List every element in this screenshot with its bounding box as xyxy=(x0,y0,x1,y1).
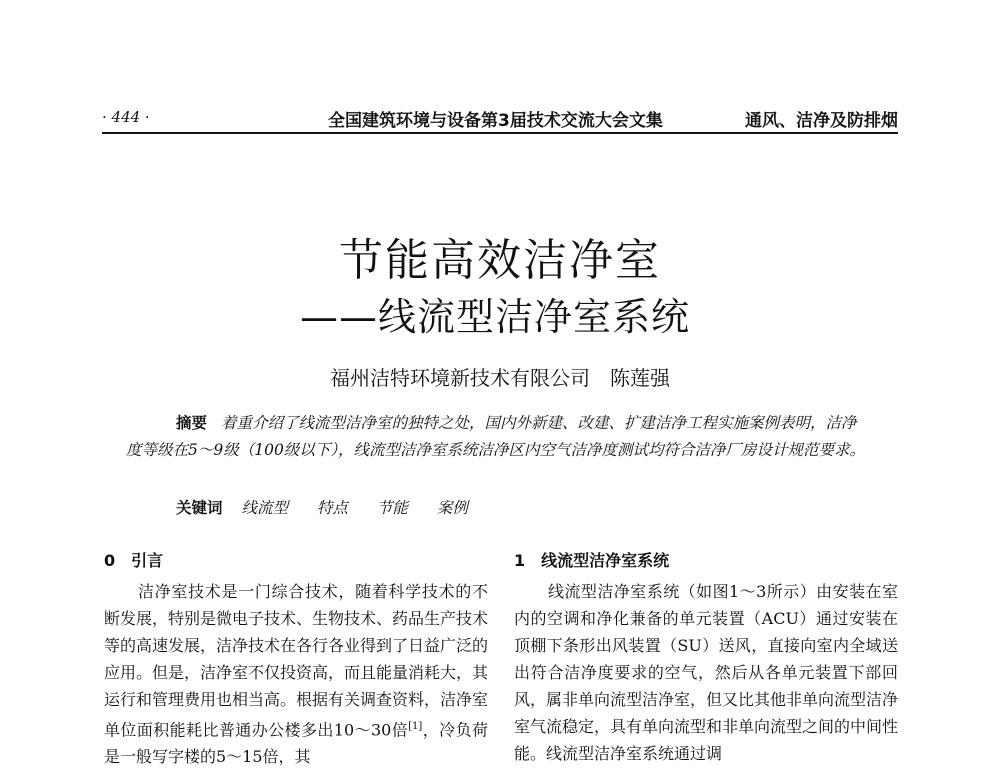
keyword: 节能 xyxy=(376,499,408,517)
author-line: 福州洁特环境新技术有限公司 陈莲强 xyxy=(330,366,670,390)
paper-title: 节能高效洁净室 xyxy=(339,235,661,286)
section-title: 引言 xyxy=(131,551,164,570)
proceedings-title: 全国建筑环境与设备第3届技术交流大会文集 xyxy=(328,111,663,131)
section-body xyxy=(104,578,488,770)
section-number: 1 xyxy=(514,551,526,570)
keyword: 线流型 xyxy=(241,499,288,517)
section-title: 线流型洁净室系统 xyxy=(541,551,670,570)
keyword: 特点 xyxy=(316,499,348,517)
body-text: 洁净室技术是一门综合技术，随着科学技术的不断发展，特别是微电子技术、生物技术、药品生产技术等的高速发展，洁净技术在各行各业得到了日益广泛的应用。但是，洁净室不仅投资高，而且能量消耗大，其运行和管理费用也相当高。根据有关调查资料，洁净室单位面积能耗比普通办公楼多出10～30倍 xyxy=(104,582,489,740)
running-header xyxy=(102,104,898,132)
abstract-text: 着重介绍了线流型洁净室的独特之处，国内外新建、改建、扩建洁净工程实施案例表明，洁净度等级在5～9级（100级以下），线流型洁净室系统洁净区内空气洁净度测试均符合洁净厂房设计规范要求。 xyxy=(126,414,866,459)
abstract-label: 摘要 xyxy=(176,414,208,432)
citation-ref: [1] xyxy=(408,721,423,732)
header-rule xyxy=(102,132,898,134)
keywords-label: 关键词 xyxy=(176,499,223,517)
left-column xyxy=(104,548,488,770)
body-text: ，冷负荷是一般写字楼的5～15倍，其 xyxy=(104,720,488,767)
keywords xyxy=(176,496,492,518)
keyword: 案例 xyxy=(436,499,468,517)
abstract xyxy=(126,410,866,464)
section-heading xyxy=(514,548,898,570)
section-name: 通风、洁净及防排烟 xyxy=(745,111,898,131)
page-number: · 444 · xyxy=(102,108,150,126)
right-column xyxy=(514,548,898,767)
section-body: 线流型洁净室系统（如图1～3所示）由安装在室内的空调和净化兼备的单元装置（ACU）通过安装在顶棚下条形出风装置（SU）送风，直接向室内全域送出符合洁净度要求的空气，然后从各单元装置下部回风，属非单向流型洁净室，但又比其他非单向流型洁净室气流稳定，具有单向流型和非单向流型之间的中间性能。线流型洁净室系统通过调 xyxy=(514,582,899,763)
section-heading xyxy=(104,548,488,570)
paper-subtitle: ——线流型洁净室系统 xyxy=(300,295,691,339)
section-number: 0 xyxy=(104,551,116,570)
